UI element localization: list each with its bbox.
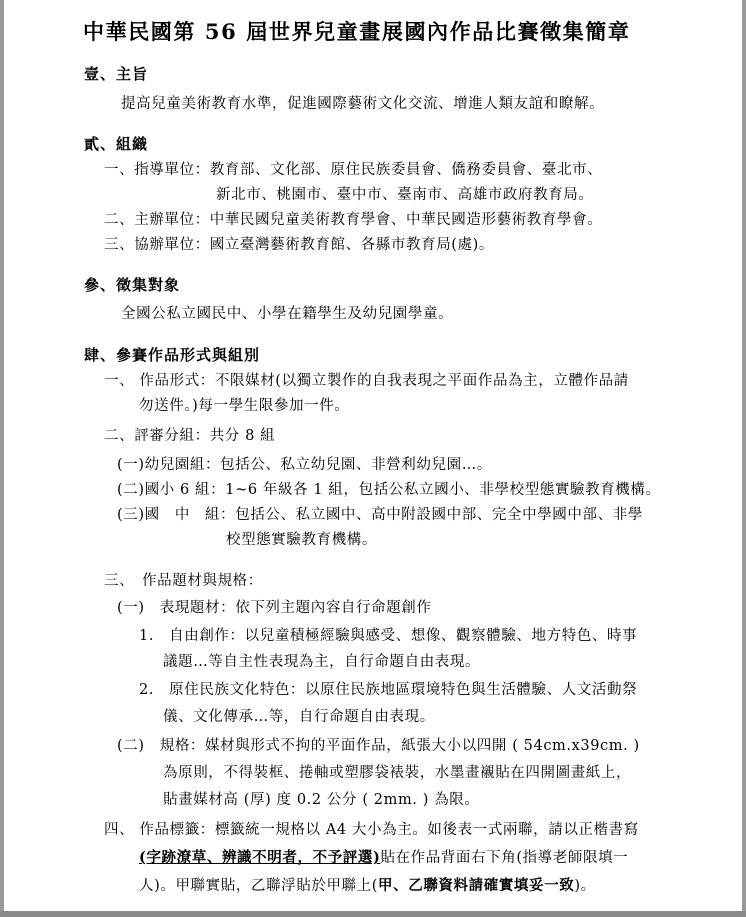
label-warning-bold: (字跡潦草、辨識不明者，不予評選): [139, 849, 381, 866]
theme-free-line-cont: 議題…等自主性表現為主，自行命題自由表現。: [163, 654, 481, 670]
eligibility-text: 全國公私立國民中、小學在籍學生及幼兒園學童。: [121, 306, 454, 322]
group-junior-high: (三)國 中 組：包括公、私立國中、高中附設國中部、完全中學國中部、非學: [117, 507, 643, 523]
spec-line-cont-2: 貼畫媒材高 (厚) 度 0.2 公分 ( 2mm. ) 為限。: [163, 792, 480, 808]
label-line-cont-1: [139, 848, 628, 868]
section-heading-purpose: 壹、主旨: [84, 65, 149, 83]
groups-line: 二、評審分組：共分 8 組: [104, 428, 276, 444]
group-kindergarten: (一)幼兒園組：包括公、私立幼兒園、非營利幼兒園…。: [117, 457, 492, 473]
page-border-left: [0, 0, 4, 917]
page-title: 中華民國第 56 屆世界兒童畫展國內作品比賽徵集簡章: [83, 19, 631, 44]
group-elementary: (二)國小 6 組：1~6 年級各 1 組，包括公私立國小、非學校型態實驗教育機構。: [117, 482, 661, 498]
group-junior-high-cont: 校型態實驗教育機構。: [226, 532, 377, 548]
section-heading-format: 肆、參賽作品形式與組別: [84, 346, 261, 364]
format-line-1-cont: 勿送件。)每一學生限參加一件。: [139, 398, 350, 414]
theme-subject-line: (一) 表現題材：依下列主題內容自行命題創作: [117, 600, 432, 616]
org-guidance-line-cont: 新北市、桃園市、臺中市、臺南市、高雄市政府教育局。: [216, 187, 594, 203]
label-placement-text: 貼在作品背面右下角(指導老師限填一: [380, 850, 629, 866]
label-line-cont-2: [139, 876, 596, 896]
section-heading-organization: 貳、組織: [84, 135, 149, 153]
spec-line: (二) 規格：媒材與形式不拘的平面作品，紙張大小以四開 ( 54cm.x39cm. ): [117, 738, 640, 754]
theme-indigenous-line-cont: 儀、文化傳承…等，自行命題自由表現。: [163, 709, 435, 725]
purpose-text: 提高兒童美術教育水準，促進國際藝術文化交流、增進人類友誼和瞭解。: [121, 96, 605, 112]
label-consistency-bold: 甲、乙聯資料請確實填妥一致: [378, 877, 575, 894]
spec-line-cont-1: 為原則，不得裝框、捲軸或塑膠袋裱裝，水墨畫襯貼在四開圖畫紙上，: [163, 765, 632, 781]
theme-indigenous-line: 2. 原住民族文化特色：以原住民族地區環境特色與生活體驗、人文活動祭: [139, 682, 638, 698]
page-border-right: [742, 0, 746, 917]
org-organizer-line: 二、主辦單位：中華民國兒童美術教育學會、中華民國造形藝術教育學會。: [104, 212, 603, 228]
theme-spec-line: 三、 作品題材與規格：: [104, 573, 263, 589]
page-border-bottom: [0, 911, 746, 917]
label-attach-end: )。: [574, 878, 596, 894]
label-line: 四、 作品標籤：標籤統一規格以 A4 大小為主。如後表一式兩聯，請以正楷書寫: [104, 822, 639, 838]
format-line-1: 一、 作品形式：不限媒材(以獨立製作的自我表現之平面作品為主，立體作品請: [104, 373, 629, 389]
org-coorganizer-line: 三、協辦單位：國立臺灣藝術教育館、各縣市教育局(處)。: [104, 237, 495, 253]
label-attach-text: 人)。甲聯實貼，乙聯浮貼於甲聯上(: [139, 878, 379, 894]
theme-free-line: 1. 自由創作：以兒童積極經驗與感受、想像、觀察體驗、地方特色、時事: [139, 628, 638, 644]
org-guidance-line: 一、指導單位：教育部、文化部、原住民族委員會、僑務委員會、臺北市、: [104, 162, 603, 178]
section-heading-eligibility: 參、徵集對象: [84, 276, 181, 294]
